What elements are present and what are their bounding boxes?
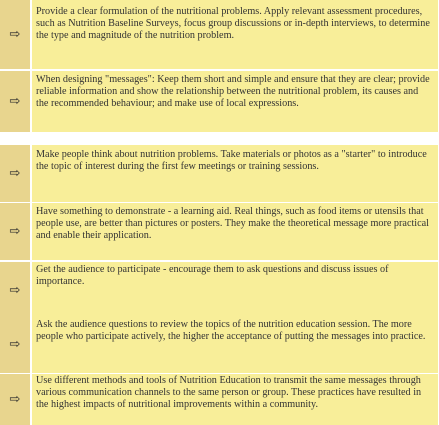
list-item-text: Get the audience to participate - encourage them to ask questions and discuss issues of importance.	[32, 262, 438, 319]
arrow-icon: ⇨	[0, 145, 30, 202]
arrow-icon: ⇨	[0, 374, 30, 425]
list-item	[0, 374, 439, 425]
list-item-text: Provide a clear formulation of the nutritional problems. Apply relevant assessment procedures, such as Nutrition Baseline Surveys, focus group discussions or in-depth interviews, to determine the type and magnitude of the nutrition problem.	[32, 0, 438, 69]
list-item	[0, 71, 439, 132]
arrow-icon: ⇨	[0, 203, 30, 260]
arrow-icon: ⇨	[0, 262, 30, 319]
arrow-icon: ⇨	[0, 316, 30, 373]
list-item	[0, 262, 439, 319]
list-item	[0, 145, 439, 202]
list-item-text: Have something to demonstrate - a learning aid. Real things, such as food items or utensils that people use, are better than pictures or posters. They make the theoretical message more practical and enable their application.	[32, 203, 438, 260]
list-item	[0, 316, 439, 373]
list-item-text: When designing "messages": Keep them short and simple and ensure that they are clear; provide reliable information and show the relationship between the nutritional problem, its causes and the recommended behaviour; and make use of local expressions.	[32, 71, 438, 132]
list-item-text: Ask the audience questions to review the topics of the nutrition education session. The more people who participate actively, the higher the acceptance of putting the messages into practice.	[32, 316, 438, 373]
list-item	[0, 0, 439, 69]
list-item-text: Make people think about nutrition problems. Take materials or photos as a "starter" to introduce the topic of interest during the first few meetings or training sessions.	[32, 145, 438, 202]
list-item-text: Use different methods and tools of Nutrition Education to transmit the same messages through various communication channels to the same person or group. These practices have resulted in the highest impacts of nutritional improvements within a community.	[32, 374, 438, 425]
list-item	[0, 203, 439, 260]
arrow-icon: ⇨	[0, 71, 30, 132]
arrow-icon: ⇨	[0, 0, 30, 69]
